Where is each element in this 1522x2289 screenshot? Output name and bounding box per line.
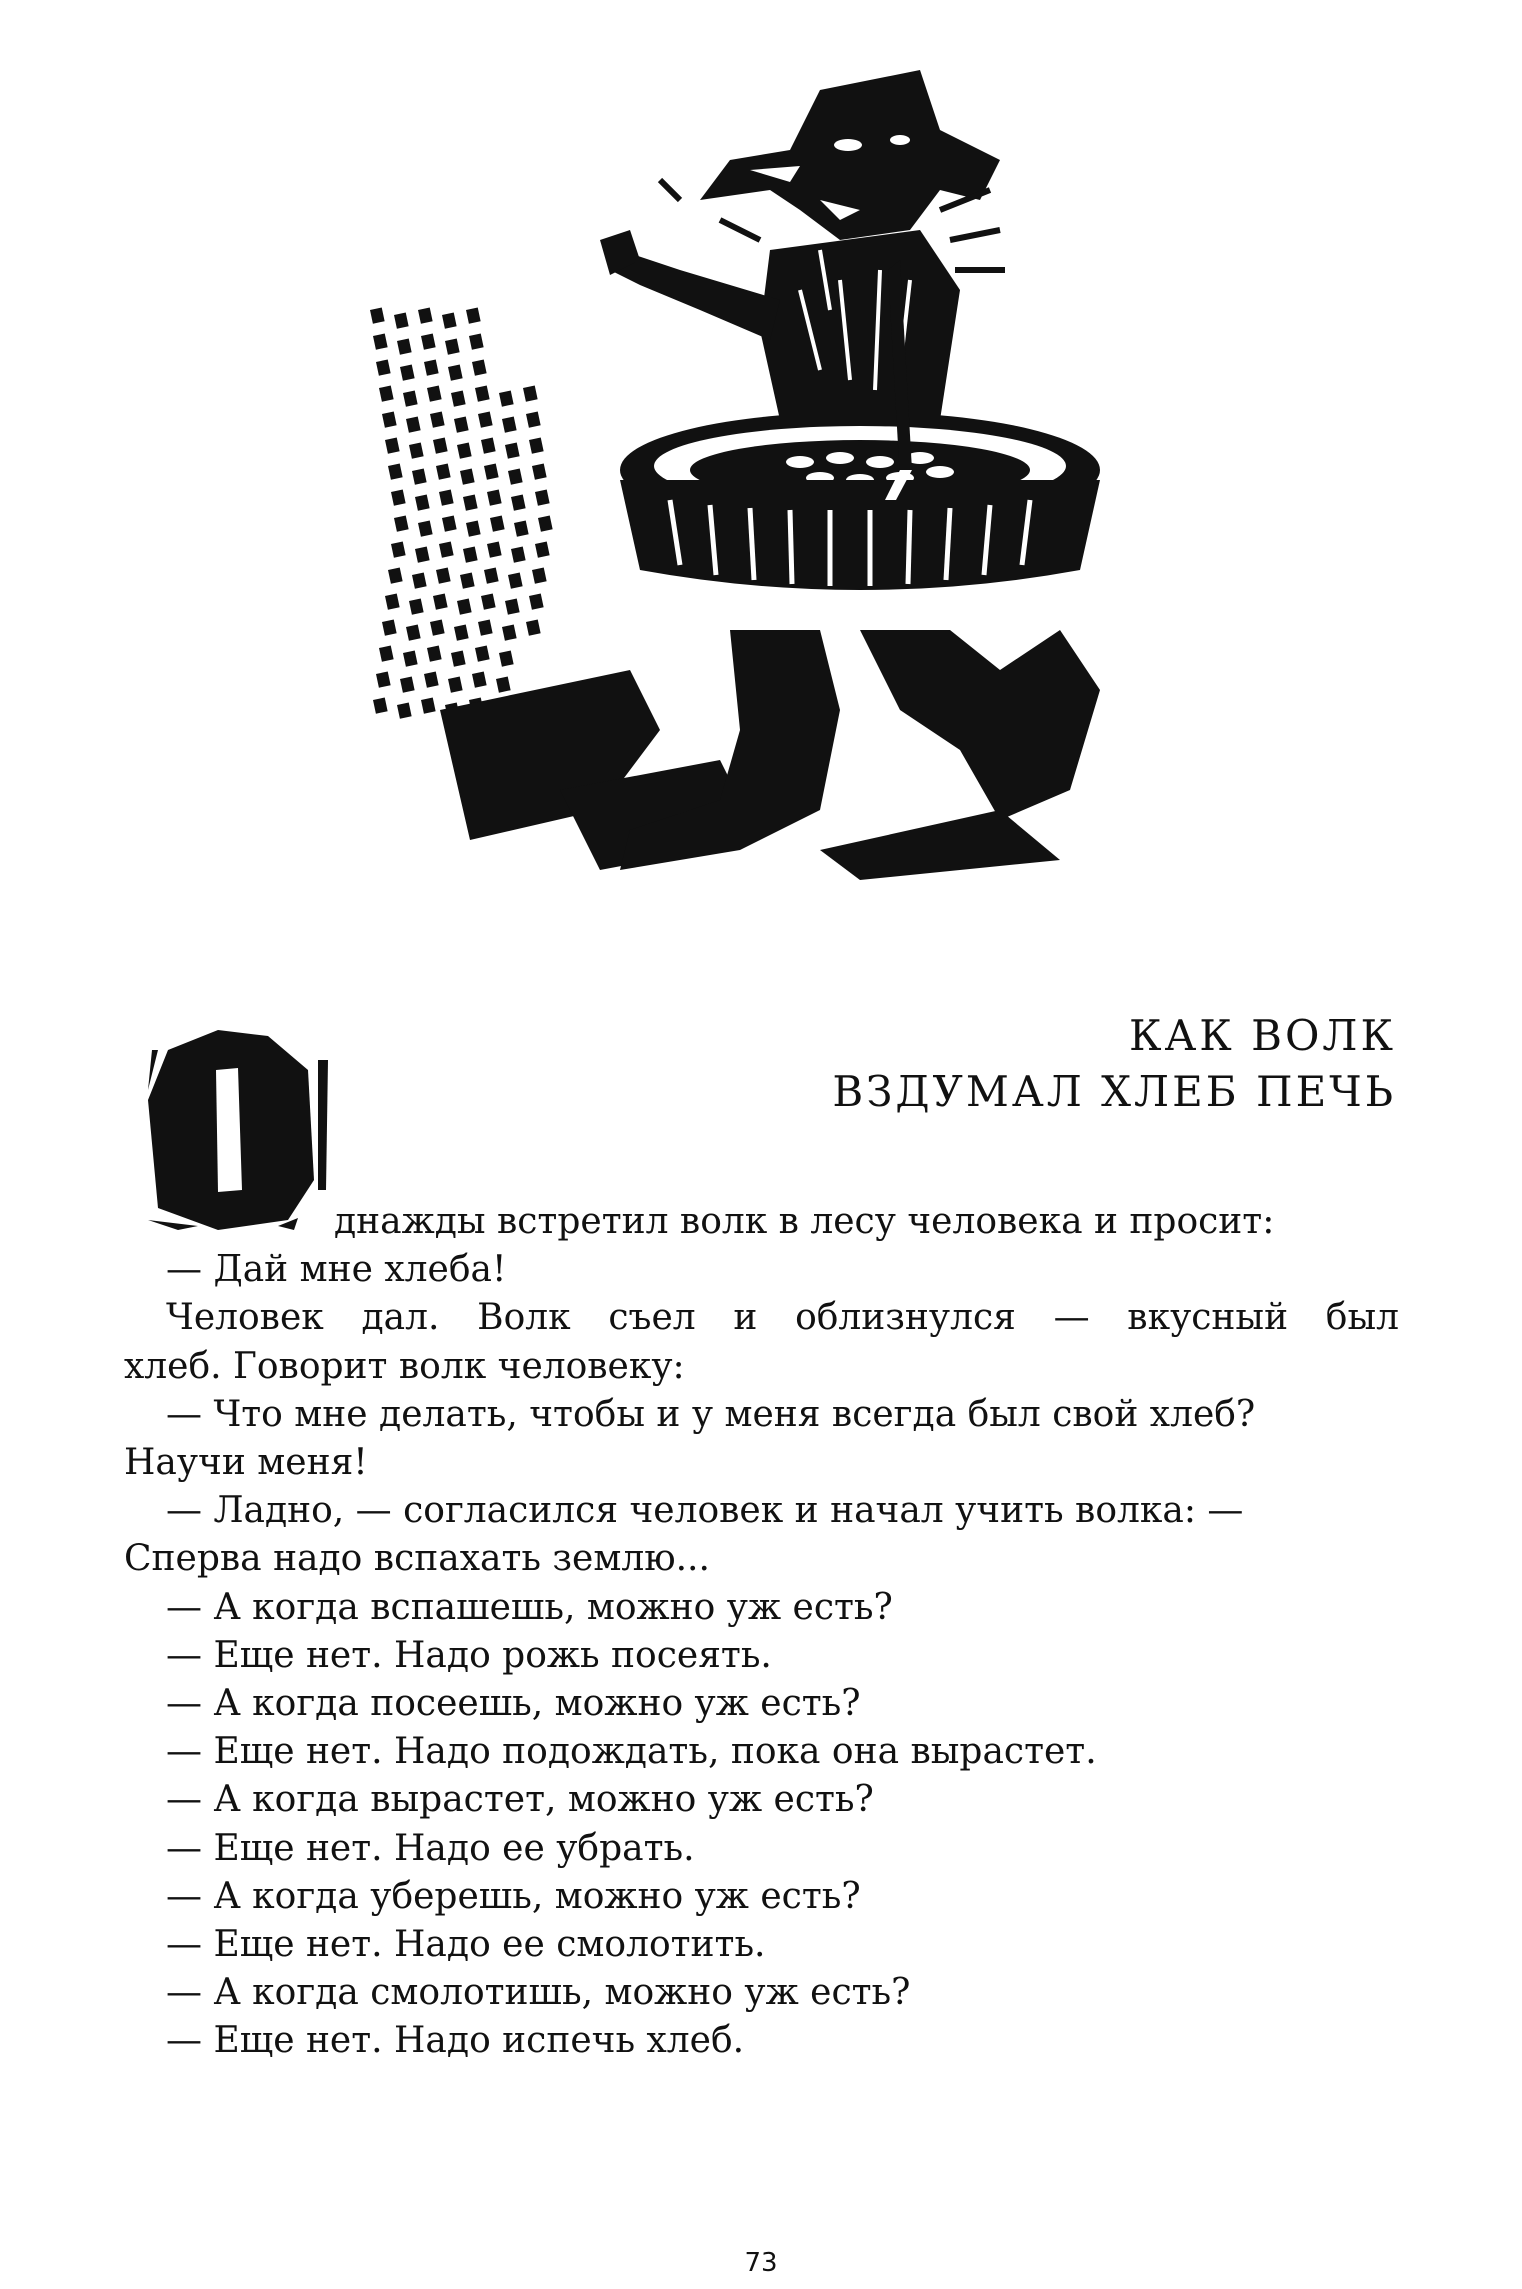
text-line: — Ладно, — согласился человек и начал учить волка: — xyxy=(166,1490,1244,1532)
text-line: Человек дал. Волк съел и облизнулся — вкусный был xyxy=(166,1297,1399,1339)
title-line-1: КАК ВОЛК xyxy=(1128,1011,1396,1060)
text-line: — Еще нет. Надо подождать, пока она вырастет. xyxy=(166,1731,1097,1773)
text-line: — Еще нет. Надо рожь посеять. xyxy=(166,1634,772,1676)
text-line: — А когда уберешь, можно уж есть? xyxy=(166,1875,861,1917)
text-line: — А когда вспашешь, можно уж есть? xyxy=(166,1586,893,1628)
text-line: — Что мне делать, чтобы и у меня всегда был свой хлеб? xyxy=(166,1393,1256,1435)
title-line-2: ВЗДУМАЛ ХЛЕБ ПЕЧЬ xyxy=(832,1067,1396,1116)
text-line: хлеб. Говорит волк человеку: xyxy=(124,1345,685,1387)
scattered-grain xyxy=(370,308,553,719)
text-line: — Дай мне хлеба! xyxy=(166,1249,507,1291)
wolf-sowing-illustration xyxy=(300,70,1140,900)
text-line: — А когда посеешь, можно уж есть? xyxy=(166,1683,861,1725)
text-line: Научи меня! xyxy=(124,1442,368,1484)
story-text xyxy=(124,1198,1399,2066)
text-line: — А когда вырастет, можно уж есть? xyxy=(166,1779,874,1821)
text-line: днажды встретил волк в лесу человека и просит: xyxy=(334,1201,1275,1242)
text-line: — Еще нет. Надо испечь хлеб. xyxy=(166,2020,745,2062)
story-title xyxy=(832,1008,1396,1120)
text-line: — Еще нет. Надо ее убрать. xyxy=(166,1827,695,1869)
text-line: — Еще нет. Надо ее смолотить. xyxy=(166,1924,766,1966)
text-line: Сперва надо вспахать землю... xyxy=(124,1538,710,1580)
text-line: — А когда смолотишь, можно уж есть? xyxy=(166,1972,911,2014)
page-number: 73 xyxy=(744,2248,778,2278)
